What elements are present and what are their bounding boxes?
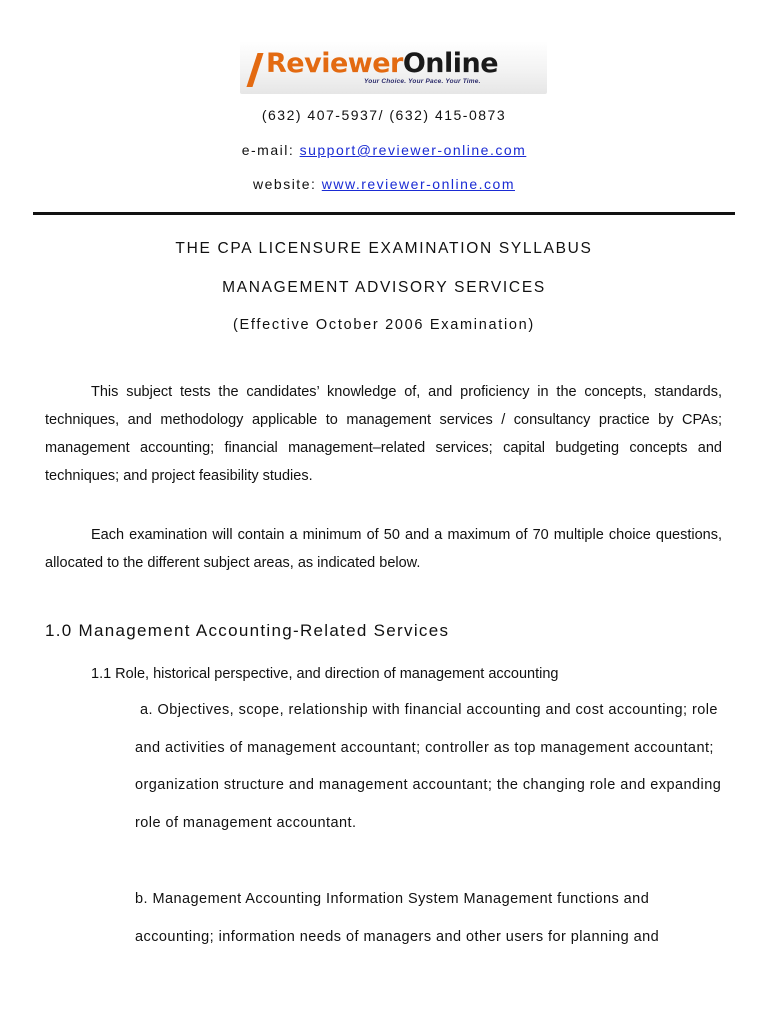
header-divider — [33, 212, 735, 215]
syllabus-title: THE CPA LICENSURE EXAMINATION SYLLABUS — [175, 240, 593, 257]
email-label: e-mail: — [241, 142, 300, 158]
effective-date: (Effective October 2006 Examination) — [233, 317, 535, 333]
website-link[interactable]: www.reviewer-online.com — [321, 176, 515, 192]
email-line — [0, 141, 768, 159]
logo-tagline: Your Choice. Your Pace. Your Time. — [364, 78, 481, 85]
subsection-1-1: 1.1 Role, historical perspective, and direction of management accounting — [91, 666, 559, 682]
logo-slash-mark — [246, 53, 263, 87]
email-link[interactable]: support@reviewer-online.com — [299, 142, 527, 158]
logo-title-part1: Reviewer — [266, 48, 403, 79]
reviewer-online-logo — [240, 41, 547, 94]
exam-info-paragraph: Each examination will contain a minimum of 50 and a maximum of 70 multiple choice questions, allocated to the different subject areas, as indicated below. — [45, 527, 722, 571]
website-line — [0, 175, 768, 193]
logo-title — [266, 48, 498, 80]
subject-title: MANAGEMENT ADVISORY SERVICES — [222, 279, 546, 296]
website-label: website: — [253, 176, 322, 192]
item-a: a. Objectives, scope, relationship with financial accounting and cost accounting; role and activities of management accountant; controller as top management accountant; organization structure and management accountant; the changing role and expanding role of management accountant. — [135, 702, 722, 832]
intro-paragraph: This subject tests the candidates’ knowledge of, and proficiency in the concepts, standards, techniques, and methodology applicable to management services / consultancy practice by CPAs; management accounting; financial management–related services; capital budgeting concepts and techniques; and project feasibility studies. — [45, 384, 722, 484]
phone-numbers: (632) 407-5937/ (632) 415-0873 — [261, 107, 507, 123]
item-b: b. Management Accounting Information System Management functions and accounting; information needs of managers and other users for planning and — [135, 891, 660, 945]
logo-title-part2: Online — [402, 48, 499, 79]
section-1-title: 1.0 Management Accounting-Related Services — [45, 621, 450, 640]
